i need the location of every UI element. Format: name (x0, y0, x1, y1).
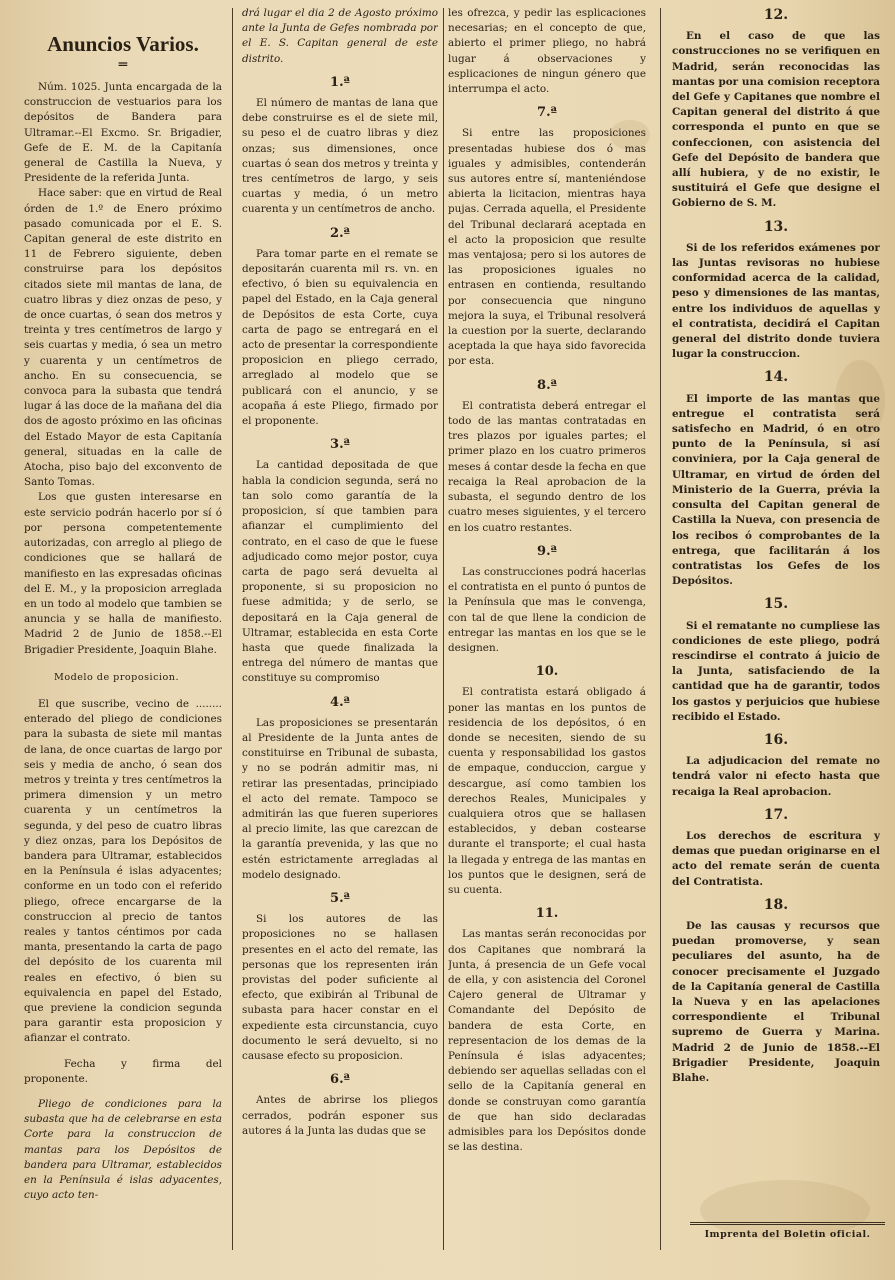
column-4 (672, 6, 880, 1280)
column-divider (232, 8, 233, 1250)
condition-text: Para tomar parte en el remate se depositarán cuarenta mil rs. vn. en efectivo, ó bien su equivalencia en papel del Estado, en la Caja general de Depósitos de esta Corte, cuya carta de pago se entregará en el acto de presentar la correspondiente proposicion en pliego cerrado, arreglado al modelo que se publicará con el anuncio, y se acopaña á este Pliego, firmado por el proponente. (242, 247, 438, 428)
condition-number: 6.ª (330, 1072, 350, 1088)
column-3 (448, 6, 646, 1280)
condition-number: 8.ª (537, 377, 557, 393)
condition-text: La cantidad depositada de que habla la condicion segunda, será no tan solo como garantía de la proposicion, sí que tambien para afianzar el cumplimiento del contrato, en el caso de que le fuese adjudicado como mejor postor, cuya carta de pago será devuelta al proponente, si su proposicion no fuese admitida; y de serlo, se depositará en la Caja general de Ultramar, establecida en esta Corte hasta que quede finalizada la entrega del número de mantas que constituye su compromiso (242, 459, 438, 685)
condition-number: 15. (763, 596, 789, 613)
condition-number: 9.ª (537, 543, 557, 559)
condition-text: El importe de las mantas que entregue el contratista será satisfecho en Madrid, ó en otro punto de la Península, si así conviniera, por la Caja general de Ultramar, en virtud de órden del Ministerio de la Guerra, prévia la consulta del Capitan general de Castilla la Nueva, con presencia de los recibos ó comprobantes de la entrega, que facilitarán á los contratistas los Gefes de los Depósitos. (672, 392, 880, 588)
condition-text-continued: les ofrezca, y pedir las esplicaciones necesarias; en el concepto de que, abierto el primer pliego, no habrá lugar á observaciones y esplicaciones de ningun género que interrumpa el acto. (448, 7, 646, 96)
condition-number: 13. (763, 218, 789, 235)
title-ornament: ═ (118, 57, 128, 73)
condition-number: 18. (763, 896, 789, 913)
pliego-intro-continued: drá lugar el dia 2 de Agosto próximo ante la Junta de Gefes nombrada por el E. S. Capitan general de este distrito. (242, 7, 438, 65)
condition-number: 11. (535, 906, 559, 922)
condition-text: Si entre las proposiciones presentadas hubiese dos ó mas iguales y admisibles, contenderán sus autores entre sí, manteniéndose abierta la licitacion, mientras haya pujas. Cerrada aquella, el Presidente del Tribunal declarará aceptada en el acto la proposicion que resulte mas ventajosa; pero si los autores de las proposiciones iguales no entrasen en contienda, resultando por consecuencia que ninguno mejora la suya, el Tribunal resolverá la cuestion por la suerte, declarando aceptada la que haya sido favorecida por esta. (448, 127, 646, 368)
condition-number: 3.ª (330, 437, 350, 453)
column-2 (242, 6, 438, 1280)
modelo-heading: Modelo de proposicion. (54, 671, 180, 683)
condition-text: Los derechos de escritura y demas que puedan originarse en el acto del remate serán de cuenta del Contratista. (672, 829, 880, 888)
condition-number: 4.ª (330, 694, 350, 710)
condition-number: 5.ª (330, 890, 350, 906)
condition-number: 2.ª (330, 225, 350, 241)
announcement-body: Los que gusten interesarse en este servicio podrán hacerlo por sí ó por persona competentemente autorizadas, con arreglo al pliego de condiciones que se hallará de manifiesto en las expresadas oficinas del E. M., y la proposicion arreglada en un todo al modelo que tambien se anuncia y se halla de manifiesto. Madrid 2 de Junio de 1858.--El Brigadier Presidente, Joaquin Blahe. (24, 491, 222, 656)
condition-text: Las construcciones podrá hacerlas el contratista en el punto ó puntos de la Península que mas le convenga, con tal de que llene la condicion de entregar las mantas en los que se le designen. (448, 565, 646, 654)
condition-number: 10. (535, 664, 559, 680)
condition-number: 14. (763, 369, 789, 386)
condition-text: Si de los referidos exámenes por las Juntas revisoras no hubiese conformidad acerca de la calidad, peso y dimensiones de las mantas, entre los individuos de aquellas y el contratista, decidirá el Capitan general del distrito donde tuviera lugar la construccion. (672, 241, 880, 361)
condition-text: El contratista estará obligado á poner las mantas en los puntos de residencia de los depósitos, ó en donde se necesiten, siendo de su cuenta y responsabilidad los gastos de empaque, conduccion, cargue y descargue, así como tambien los derechos Reales, Municipales y cualquiera otros que se hallasen establecidos, y deban costearse durante el transporte; el cual hasta la llegada y entrega de las mantas en los puntos que le designen, será de su cuenta. (448, 686, 646, 896)
condition-text: El contratista deberá entregar el todo de las mantas contratadas en tres plazos por iguales partes; el primer plazo en los cuatro primeros meses á contar desde la fecha en que recaiga la Real aprobacion de la subasta, el segundo dentro de los cuatro meses siguientes, y el tercero en los cuatro restantes. (448, 399, 646, 534)
condition-text: De las causas y recursos que puedan promoverse, y sean peculiares del asunto, ha de conocer precisamente el Juzgado de la Capitanía general de Castilla la Nueva y en las apelaciones correspondiente el Tribunal supremo de Guerra y Marina. Madrid 2 de Junio de 1858.--El Brigadier Presidente, Joaquin Blahe. (672, 919, 880, 1084)
column-divider (660, 8, 661, 1250)
condition-text: Si el rematante no cumpliese las condiciones de este pliego, podrá rescindirse el contrato á juicio de la Junta, satisfaciendo de la cantidad que ha de garantir, todos los gastos y perjuicios que hubiese recibido el Estado. (672, 619, 880, 723)
condition-text: En el caso de que las construcciones no se verifiquen en Madrid, serán reconocidas las mantas por una comision receptora del Gefe y Capitanes que nombre el Capitan general del distrito á que corresponda el punto en que se confeccionen, con asistencia del Gefe del Depósito de bandera que allí hubiera, y de no existir, le sustituirá el Gefe que designe el Gobierno de S. M. (672, 30, 880, 210)
condition-number: 7.ª (537, 105, 557, 121)
condition-text: Las mantas serán reconocidas por dos Capitanes que nombrará la Junta, á presencia de un Gefe vocal de ella, y con asistencia del Coronel Cajero general de Ultramar y Comandante del Depósito de bandera de esta Corte, en representacion de los demas de la Península é islas adyacentes; debiendo ser aquellas selladas con el sello de la Capitanía general en donde se construyan como garantía de que han sido declaradas admisibles para los Depósitos donde se las destina. (448, 928, 646, 1154)
imprint-footer: Imprenta del Boletin oficial. (690, 1222, 885, 1240)
announcement-heading: Núm. 1025. Junta encargada de la construccion de vestuarios para los depósitos de Bandera para Ultramar.--El Excmo. Sr. Brigadier, Gefe de E. M. de la Capitanía general de Castilla la Nueva, y Presidente de la referida Junta. (24, 81, 222, 185)
announcement-body: Hace saber: que en virtud de Real órden de 1.º de Enero próximo pasado comunicada por el E. S. Capitan general de este distrito en 11 de Febrero siguiente, deben construirse para los depósitos citados siete mil mantas de lana, de cuatro libras y diez onzas de peso, y de once cuartas, ó sean dos metros y treinta y tres centímetros de largo y seis cuartas y media, ó sea un metro y cuarenta y un centímetros de ancho. En su consecuencia, se convoca para la subasta que tendrá lugar á las doce de la mañana del dia dos de agosto próximo en las oficinas del Estado Mayor de esta Capitanía general, situadas en la calle de Atocha, piso bajo del exconvento de Santo Tomas. (24, 187, 222, 489)
condition-text: El número de mantas de lana que debe construirse es el de siete mil, su peso el de cuatro libras y diez onzas; sus dimensiones, once cuartas ó sean dos metros y treinta y tres centímetros de largo, y seis cuartas y media, ó un metro cuarenta y un centímetros de ancho. (242, 97, 438, 216)
pliego-intro: Pliego de condiciones para la subasta que ha de celebrarse en esta Corte para la construccion de mantas para los Depósitos de bandera para Ultramar, establecidos en la Península é islas adyacentes, cuyo acto ten- (24, 1098, 222, 1202)
condition-number: 1.ª (330, 74, 350, 90)
condition-text: Las proposiciones se presentarán al Presidente de la Junta antes de constituirse en Tribunal de subasta, y no se podrán admitir mas, ni retirar las presentadas, principiado el acto del remate. Tampoco se admitirán las que fueren superiores al precio limite, las que carezcan de la garantía prevenida, y las que no estén estrictamente arregladas al modelo designado. (242, 716, 438, 881)
condition-number: 12. (763, 7, 789, 23)
section-title: Anuncios Varios. (47, 32, 199, 56)
column-1 (24, 6, 222, 1280)
fecha-firma: Fecha y firma del proponente. (24, 1057, 222, 1085)
column-divider (443, 8, 444, 1250)
condition-number: 17. (763, 806, 789, 823)
modelo-body: El que suscribe, vecino de ........ enterado del pliego de condiciones para la subasta de siete mil mantas de lana, de once cuartas de largo por seis y media de ancho, ó sean dos metros y treinta y tres centímetros la primera dimension y un metro cuarenta y un centímetros la segunda, y del peso de cuatro libras y diez onzas, para los Depósitos de bandera para Ultramar, establecidos en la Península é islas adyacentes; conforme en un todo con el referido pliego, ofrece encargarse de la construccion al precio de tantos reales y tantos céntimos por cada manta, presentando la carta de pago del depósito de los cuarenta mil reales en efectivo, ó bien su equivalencia en papel del Estado, que previene la condicion segunda para garantir esta proposicion y afianzar el contrato. (24, 697, 222, 1045)
condition-number: 16. (763, 731, 789, 748)
condition-text: Si los autores de las proposiciones no se hallasen presentes en el acto del remate, las personas que los representen irán provistas del poder suficiente al efecto, que exibirán al Tribunal de subasta para hacer constar en el expediente esta circunstancia, cuyo documento le será devuelto, si no causase efecto su proposicion. (242, 913, 438, 1062)
condition-text: Antes de abrirse los pliegos cerrados, podrán esponer sus autores á la Junta las dudas que se (242, 1094, 438, 1137)
condition-text: La adjudicacion del remate no tendrá valor ni efecto hasta que recaiga la Real aprobacion. (672, 755, 880, 798)
